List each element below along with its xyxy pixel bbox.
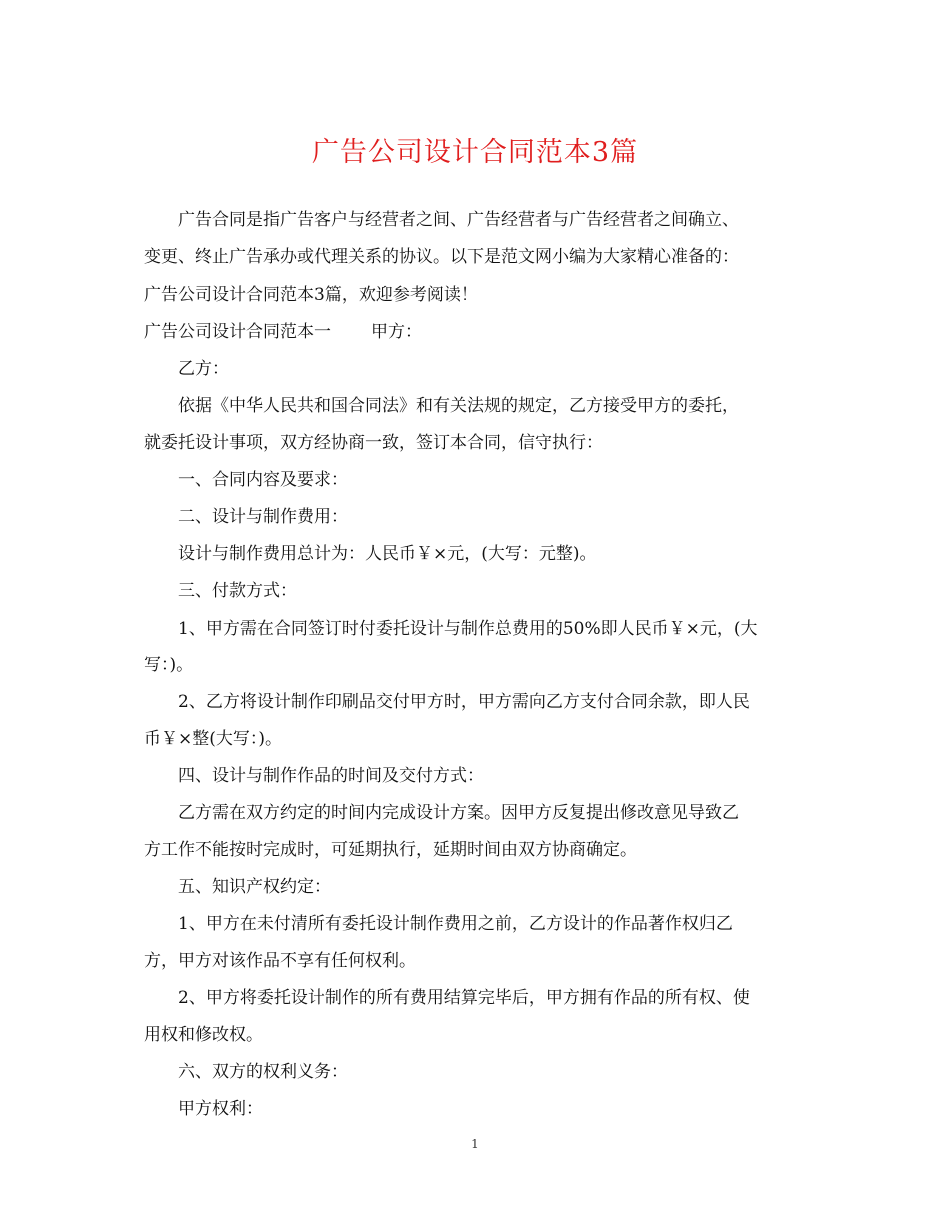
fee-total-text: 设计与制作费用总计为：人民币￥×元，(大写：元整)。 [178,544,597,564]
ip-1-line-2: 方，甲方对该作品不享有任何权利。 [144,951,416,971]
clause-6-heading: 六、双方的权利义务： [178,1062,348,1082]
ip-1-line-1: 1、甲方在未付清所有委托设计制作费用之前，乙方设计的作品著作权归乙 [178,914,733,934]
document-title: 广告公司设计合同范本3篇 [311,137,639,168]
payment-1-line-1: 1、甲方需在合同签订时付委托设计与制作总费用的50%即人民币￥×元，(大 [178,619,758,639]
clause-3-heading: 三、付款方式： [178,581,297,601]
party-a-rights-heading: 甲方权利： [178,1099,263,1119]
delivery-line-1: 乙方需在双方约定的时间内完成设计方案。因甲方反复提出修改意见导致乙 [178,803,739,823]
section-heading-row [144,319,422,345]
intro-line-3: 广告公司设计合同范本3篇，欢迎参考阅读！ [144,285,478,305]
clause-5-heading: 五、知识产权约定： [178,877,331,897]
intro-line-1: 广告合同是指广告客户与经营者之间、广告经营者与广告经营者之间确立、 [178,210,739,230]
section-title: 广告公司设计合同范本一 [144,322,331,342]
ip-2-line-2: 用权和修改权。 [144,1025,263,1045]
party-b-label: 乙方： [178,359,229,379]
preamble-line-2: 就委托设计事项，双方经协商一致，签订本合同，信守执行： [144,433,603,453]
intro-line-2: 变更、终止广告承办或代理关系的协议。以下是范文网小编为大家精心准备的： [144,247,739,267]
page-number: 1 [471,1137,479,1151]
payment-1-line-2: 写：)。 [144,655,194,675]
party-a-label: 甲方： [371,322,422,342]
clause-4-heading: 四、设计与制作作品的时间及交付方式： [178,766,484,786]
payment-2-line-1: 2、乙方将设计制作印刷品交付甲方时，甲方需向乙方支付合同余款，即人民 [178,692,750,712]
ip-2-line-1: 2、甲方将委托设计制作的所有费用结算完毕后，甲方拥有作品的所有权、使 [178,988,750,1008]
delivery-line-2: 方工作不能按时完成时，可延期执行，延期时间由双方协商确定。 [144,840,637,860]
payment-2-line-2: 币￥×整(大写：)。 [144,729,283,749]
clause-1-heading: 一、合同内容及要求： [178,470,348,490]
preamble-line-1: 依据《中华人民共和国合同法》和有关法规的规定，乙方接受甲方的委托， [178,396,739,416]
clause-2-heading: 二、设计与制作费用： [178,507,348,527]
